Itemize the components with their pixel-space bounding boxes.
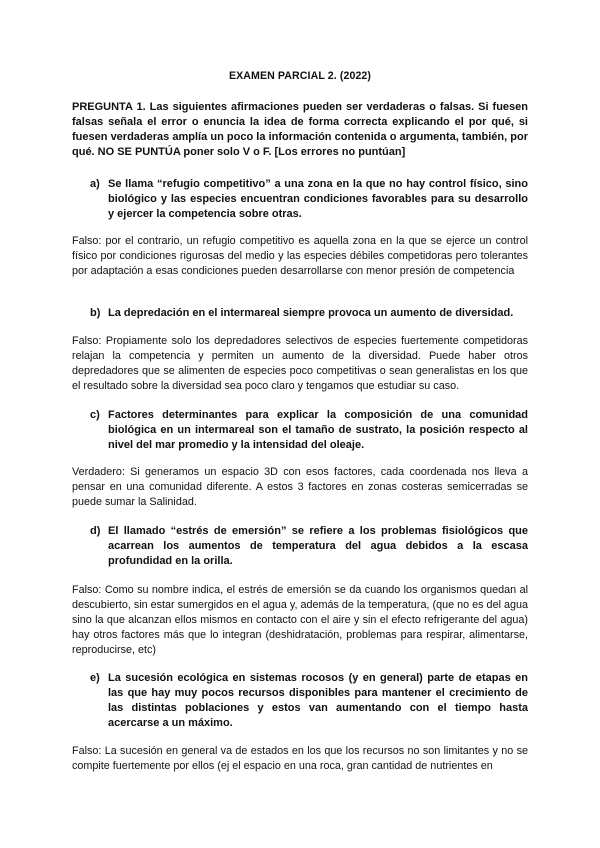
answer-c: Verdadero: Si generamos un espacio 3D con esos factores, cada coordenada nos lleva a pensar en una comunidad diferente. A estos 3 factores en zonas costeras semicerradas se puede sumar la Salinidad. [72, 466, 528, 508]
statement-label: b) [90, 307, 101, 319]
statement-label: a) [90, 178, 100, 190]
statement-c [90, 408, 528, 453]
statement-b [90, 306, 528, 321]
question-intro: PREGUNTA 1. Las siguientes afirmaciones pueden ser verdaderas o falsas. Si fuesen falsas señala el error o enuncia la idea de forma correcta explicando el por qué, si fuesen verdaderas amplía un poco la información contenida o argumenta, también, por qué. NO SE PUNTÚA poner solo V o F. [Los errores no puntúan] [72, 101, 528, 158]
statement-d [90, 524, 528, 569]
answer-e: Falso: La sucesión en general va de estados en los que los recursos no son limitantes y no se compite fuertemente por ellos (ej el espacio en una roca, gran cantidad de nutrientes en [72, 745, 528, 772]
exam-title: EXAMEN PARCIAL 2. (2022) [228, 70, 372, 82]
answer-d: Falso: Como su nombre indica, el estrés de emersión se da cuando los organismos quedan al descubierto, sin estar sumergidos en el agua y, además de la temperatura, (que no es del agua sino la que alcanzan ellos mismos en contacto con el aire y sin el efecto refrigerante del agua) hay otros factores más que lo integran (deshidratación, problemas para respirar, alimentarse, reproducirse, etc) [72, 584, 528, 656]
statement-label: c) [90, 409, 100, 421]
statement-text: La depredación en el intermareal siempre provoca un aumento de diversidad. [108, 307, 514, 319]
statement-label: d) [90, 525, 101, 537]
statement-e [90, 671, 528, 731]
statement-label: e) [90, 672, 100, 684]
statement-text: La sucesión ecológica en sistemas rocosos (y en general) parte de etapas en las que hay muy pocos recursos disponibles para mantener el crecimiento de las distintas poblaciones y estos van aumentando con el tiempo hasta acercarse a un máximo. [108, 672, 528, 729]
answer-b: Falso: Propiamente solo los depredadores selectivos de especies fuertemente competidoras relajan la competencia y permiten un aumento de la diversidad. Puede haber otros depredadores que se alimenten de especies poco competitivas o sean generalistas en los que el resultado sobre la diversidad sea poco claro y tengamos que estudiar su caso. [72, 335, 528, 392]
statement-a [90, 177, 528, 222]
statement-text: Se llama “refugio competitivo” a una zona en la que no hay control físico, sino biológico y las especies encuentran condiciones favorables para su desarrollo y ejercer la competencia sobre otras. [108, 178, 528, 220]
statement-text: Factores determinantes para explicar la composición de una comunidad biológica en un intermareal son el tamaño de sustrato, la posición respecto al nivel del mar promedio y la intensidad del oleaje. [108, 409, 528, 451]
answer-a: Falso: por el contrario, un refugio competitivo es aquella zona en la que se ejerce un control físico por condiciones rigurosas del medio y las especies débiles competidoras pero tolerantes por adaptación a esas condiciones pueden desarrollarse con menor presión de competencia [72, 235, 528, 277]
statement-text: El llamado “estrés de emersión” se refiere a los problemas fisiológicos que acarrean los aumentos de temperatura del agua debidos a la escasa profundidad en la orilla. [108, 525, 528, 567]
